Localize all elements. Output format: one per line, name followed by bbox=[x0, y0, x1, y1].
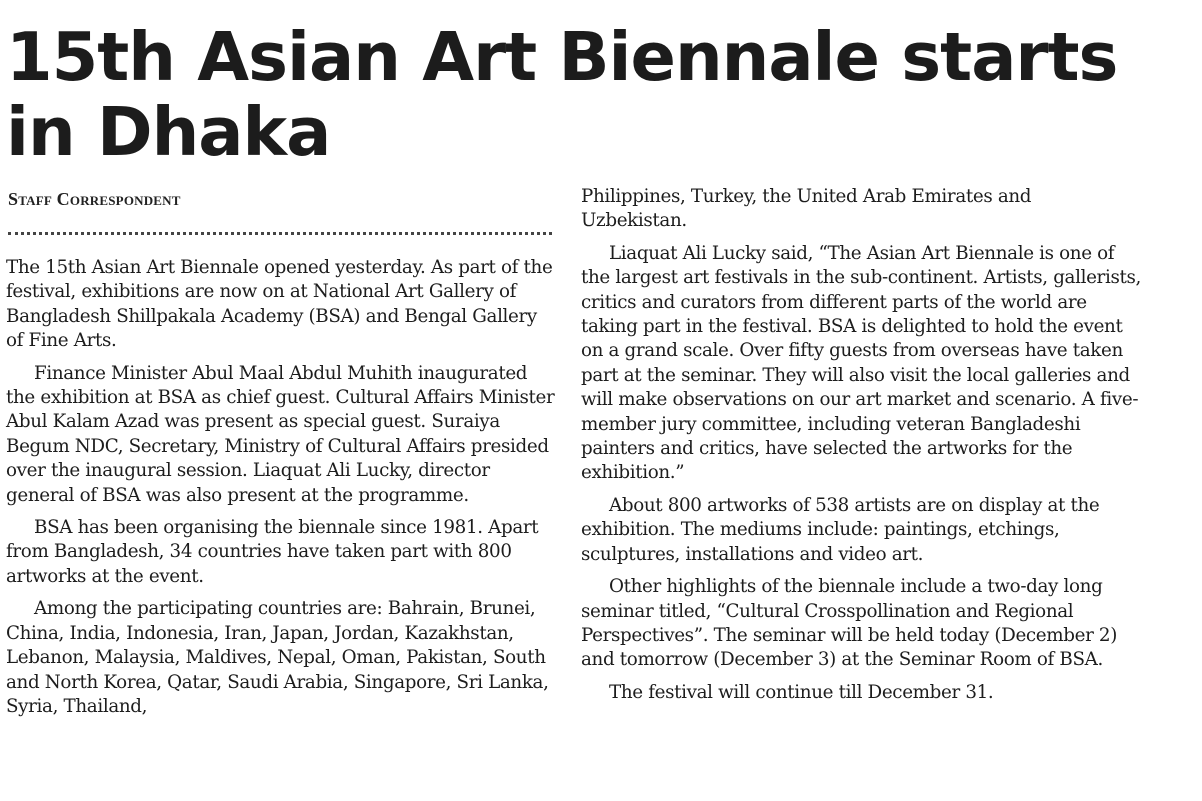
paragraph: About 800 artworks of 538 artists are on display at the exhibition. The mediums include: paintings, etchings, sculptures, installations and video art. bbox=[581, 494, 1100, 565]
headline: 15th Asian Art Biennale starts in Dhaka bbox=[6, 18, 1118, 171]
paragraph: Among the participating countries are: Bahrain, Brunei, China, India, Indonesia, Iran, Japan, Jordan, Kazakhstan, Lebanon, Malaysia, Maldives, Nepal, Oman, Pakistan, South and North Korea, Qatar, Saudi Arabia, Singapore, Sri Lanka, Syria, Thailand, bbox=[6, 598, 549, 717]
article-column-left bbox=[6, 256, 556, 727]
article-column-right bbox=[581, 185, 1141, 713]
paragraph: BSA has been organising the biennale since 1981. Apart from Bangladesh, 34 countries have taken part with 800 artworks at the event. bbox=[6, 517, 539, 587]
paragraph: Philippines, Turkey, the United Arab Emirates and Uzbekistan. bbox=[581, 186, 1032, 232]
paragraph: Liaquat Ali Lucky said, “The Asian Art Biennale is one of the largest art festivals in the sub-continent. Artists, gallerists, critics and curators from different parts of the world are taking part in the festival. BSA is delighted to hold the event on a grand scale. Over fifty guests from overseas have taken part at the seminar. They will also visit the local galleries and will make observations on our art market and scenario. A five-member jury committee, including veteran Bangladeshi painters and critics, have selected the artworks for the exhibition.” bbox=[581, 242, 1141, 484]
paragraph: The 15th Asian Art Biennale opened yesterday. As part of the festival, exhibitions are now on at National Art Gallery of Bangladesh Shillpakala Academy (BSA) and Bengal Gallery of Fine Arts. bbox=[6, 257, 553, 352]
paragraph: The festival will continue till December 31. bbox=[609, 681, 994, 703]
dotted-divider bbox=[8, 232, 552, 235]
paragraph: Other highlights of the biennale include a two-day long seminar titled, “Cultural Crosspollination and Regional Perspectives”. The seminar will be held today (December 2) and tomorrow (December 3) at the Seminar Room of BSA. bbox=[581, 576, 1117, 671]
byline: Staff Correspondent bbox=[8, 189, 181, 209]
paragraph: Finance Minister Abul Maal Abdul Muhith inaugurated the exhibition at BSA as chief guest. Cultural Affairs Minister Abul Kalam Azad was present as special guest. Suraiya Begum NDC, Secretary, Ministry of Cultural Affairs presided over the inaugural session. Liaquat Ali Lucky, director general of BSA was also present at the programme. bbox=[6, 362, 555, 506]
